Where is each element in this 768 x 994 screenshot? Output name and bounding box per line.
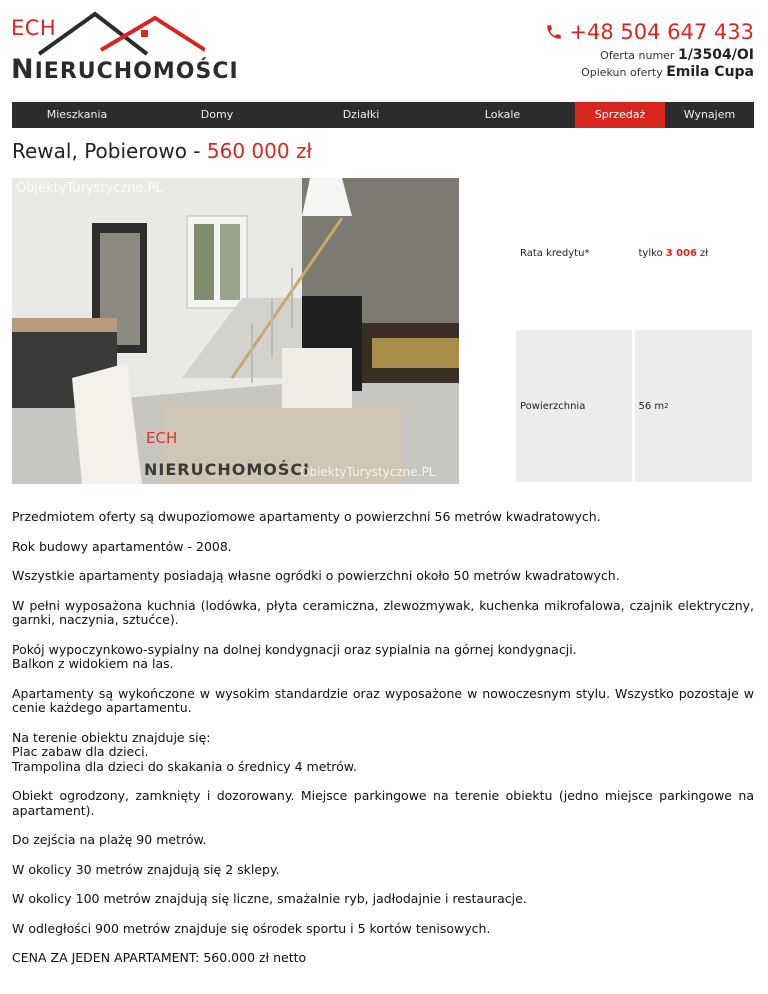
menu-item-sprzedaz[interactable]: Sprzedaż [575, 102, 665, 128]
interior-photo-image [12, 178, 459, 484]
agent-label: Opiekun oferty [581, 66, 663, 79]
description-paragraph: Do zejścia na plażę 90 metrów. [12, 832, 207, 847]
offer-number: 1/3504/OI [677, 47, 754, 63]
agent-row [545, 64, 754, 81]
description-paragraph: Na terenie obiektu znajduje się: Plac zabaw dla dzieci. Trampolina dla dzieci do skakania o średnicy 4 metrów. [12, 729, 357, 774]
photo-watermark-top: ObjektyTurystyczne.PL [16, 181, 163, 196]
description-paragraph: Apartamenty są wykończone w wysokim standardzie oraz wyposażone w nowoczesnym stylu. Wszystko pozostaje w cenie każdego apartamentu. [12, 685, 754, 715]
description-paragraph: Obiekt ogrodzony, zamknięty i dozorowany. Miejsce parkingowe na terenie obiektu (jedno miejsce parkingowe na apartament). [12, 788, 754, 818]
area-unit-sup: 2 [664, 402, 669, 410]
contact-block [545, 20, 754, 81]
site-logo[interactable] [10, 6, 239, 85]
logo-rest: IERUCHOMOŚCI [34, 59, 239, 84]
description-paragraph: W okolicy 100 metrów znajdują się liczne, smażalnie ryb, jadłodajnie i restauracje. [12, 891, 527, 906]
photo-watermark-logo: NIERUCHOMOŚCI [144, 460, 311, 479]
house-roof-logo-icon [35, 6, 205, 56]
description-paragraph: Pokój wypoczynkowo-sypialny na dolnej kondygnacji oraz sypialnia na górnej kondygnacji. Balkon z widokiem na las. [12, 641, 577, 671]
description-paragraph: Przedmiotem oferty są dwupoziomowe apartamenty o powierzchni 56 metrów kwadratowych. [12, 509, 601, 524]
details-table [516, 178, 752, 482]
listing-description [12, 510, 754, 981]
menu-item-domy[interactable]: Domy [200, 108, 234, 121]
area-label: Powierzchnia [516, 330, 632, 482]
detail-row-area [516, 330, 752, 482]
phone-icon [545, 23, 563, 41]
description-paragraph: CENA ZA JEDEN APARTAMENT: 560.000 zł netto [12, 950, 307, 965]
menu-item-wynajem[interactable]: Wynajem [683, 108, 736, 121]
photo-watermark-bottom: ObiektyTurystyczne.PL [300, 465, 436, 479]
loan-value-cell [635, 178, 752, 328]
listing-price: 560 000 zł [206, 139, 313, 163]
menu-item-dzialki[interactable]: Działki [342, 108, 380, 121]
main-menu [12, 102, 754, 128]
loan-label: Rata kredytu* [516, 178, 632, 328]
offer-number-row [545, 47, 754, 64]
offer-number-label: Oferta numer [600, 49, 675, 62]
description-paragraph: W okolicy 30 metrów znajdują się 2 sklepy. [12, 861, 280, 877]
description-paragraph: Wszystkie apartamenty posiadają własne ogródki o powierzchni około 50 metrów kwadratowych. [12, 568, 620, 583]
menu-item-lokale[interactable]: Lokale [484, 108, 521, 121]
loan-prefix: tylko [638, 247, 663, 259]
loan-value: 3 006 [665, 247, 698, 259]
page-header [0, 0, 768, 100]
detail-row-loan [516, 178, 752, 328]
agent-name: Emila Cupa [666, 64, 754, 80]
phone-row[interactable] [545, 20, 754, 44]
logo-ech: ECH [11, 16, 57, 40]
listing-photo[interactable] [12, 178, 459, 484]
area-value-cell [635, 330, 752, 482]
photo-watermark-ech: ECH [146, 429, 178, 447]
loan-unit: zł [700, 247, 709, 259]
area-value: 56 m [638, 400, 665, 412]
phone-number[interactable]: +48 504 647 433 [569, 20, 754, 44]
logo-wordmark [11, 54, 239, 85]
description-paragraph: W pełni wyposażona kuchnia (lodówka, płyta ceramiczna, zlewozmywak, kuchenka mikrofalowa, czajnik elektryczny, garnki, naczynia, sztućce). [12, 597, 754, 627]
menu-item-mieszkania[interactable]: Mieszkania [46, 108, 108, 121]
logo-initial: N [11, 54, 35, 85]
description-paragraph: W odległości 900 metrów znajduje się ośrodek sportu i 5 kortów tenisowych. [12, 920, 491, 936]
listing-location: Rewal, Pobierowo - [12, 139, 207, 163]
description-paragraph: Rok budowy apartamentów - 2008. [12, 538, 232, 554]
listing-title [12, 139, 312, 163]
